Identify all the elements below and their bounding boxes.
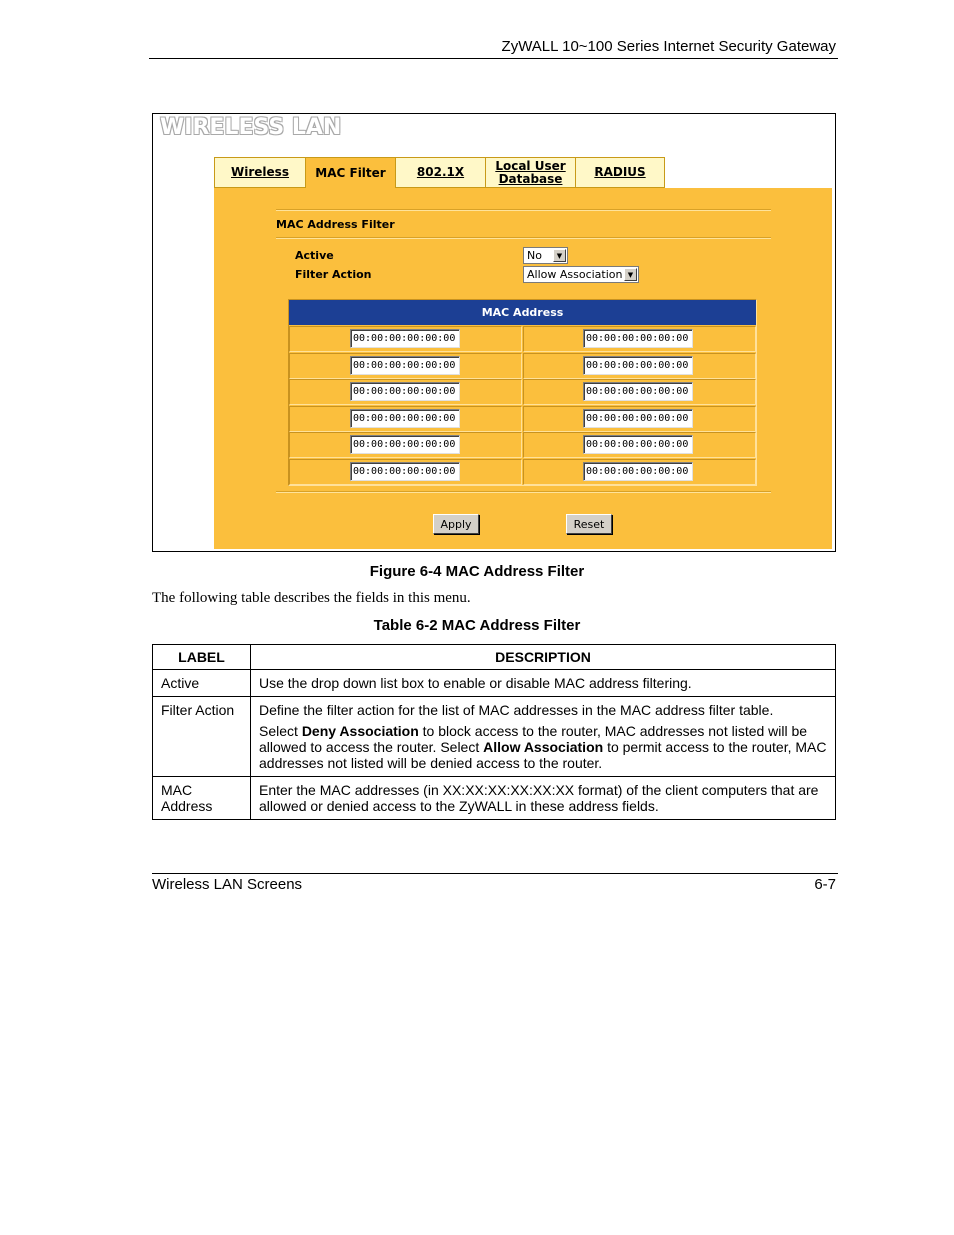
- chevron-down-icon: ▼: [624, 268, 637, 281]
- row-description-line: [259, 723, 827, 771]
- mac-address-input[interactable]: 00:00:00:00:00:00: [350, 462, 460, 481]
- text-bold: Allow Association: [483, 739, 604, 755]
- header-rule: [149, 58, 838, 59]
- mac-address-input[interactable]: 00:00:00:00:00:00: [350, 435, 460, 454]
- filter-action-select[interactable]: [523, 266, 639, 283]
- text-run: to permit access to the router, MAC addresses not listed will be denied access to the router.: [259, 739, 827, 771]
- reset-button[interactable]: Reset: [566, 514, 612, 534]
- mac-address-input[interactable]: 00:00:00:00:00:00: [350, 409, 460, 428]
- active-label: Active: [295, 249, 334, 262]
- document-header-title: ZyWALL 10~100 Series Internet Security Gateway: [501, 38, 836, 55]
- column-header-label: LABEL: [153, 645, 251, 670]
- footer-section-title: Wireless LAN Screens: [152, 876, 303, 893]
- mac-address-input[interactable]: 00:00:00:00:00:00: [583, 329, 693, 348]
- chevron-down-icon: ▼: [553, 249, 566, 262]
- mac-address-input[interactable]: 00:00:00:00:00:00: [583, 435, 693, 454]
- table-header-row: [153, 645, 836, 670]
- mac-address-input[interactable]: 00:00:00:00:00:00: [350, 329, 460, 348]
- mac-address-input[interactable]: 00:00:00:00:00:00: [583, 356, 693, 375]
- table-row: [153, 777, 836, 820]
- section-divider-bottom: [276, 491, 771, 493]
- screen-title: WIRELESS LAN: [160, 115, 342, 140]
- column-header-description: DESCRIPTION: [251, 645, 836, 670]
- table-row: [153, 697, 836, 777]
- page-number: 6-7: [814, 876, 836, 893]
- row-label: Active: [153, 670, 251, 697]
- row-label-line: MAC: [161, 782, 193, 798]
- row-description: [251, 697, 836, 777]
- mac-address-input[interactable]: 00:00:00:00:00:00: [350, 356, 460, 375]
- intro-text: The following table describes the fields in this menu.: [152, 590, 471, 606]
- figure-caption: Figure 6-4 MAC Address Filter: [369, 563, 585, 580]
- row-description-line: Define the filter action for the list of MAC addresses in the MAC address filter table.: [259, 702, 774, 718]
- tab-radius[interactable]: RADIUS: [575, 157, 665, 188]
- tab-local-user-database[interactable]: Local User Database: [485, 157, 576, 188]
- table-caption: Table 6-2 MAC Address Filter: [373, 617, 581, 634]
- mac-address-input[interactable]: 00:00:00:00:00:00: [583, 409, 693, 428]
- filter-action-select-value: Allow Association: [527, 268, 623, 281]
- row-label: Filter Action: [153, 697, 251, 777]
- footer-rule: [152, 873, 838, 874]
- mac-address-input[interactable]: 00:00:00:00:00:00: [583, 462, 693, 481]
- text-bold: Deny Association: [301, 723, 419, 739]
- row-label-line: Address: [161, 798, 213, 814]
- tab-mac-filter[interactable]: MAC Filter: [305, 157, 396, 189]
- text-run: Select: [259, 723, 302, 739]
- table-row: [153, 670, 836, 697]
- row-description: Use the drop down list box to enable or disable MAC address filtering.: [251, 670, 836, 697]
- mac-table-header: MAC Address: [289, 300, 756, 325]
- row-description: Enter the MAC addresses (in XX:XX:XX:XX:XX:XX format) of the client computers that are allowed or denied access to the ZyWALL in these address fields.: [251, 777, 836, 820]
- section-title: MAC Address Filter: [276, 218, 395, 231]
- apply-button[interactable]: Apply: [433, 514, 479, 534]
- mac-address-input[interactable]: 00:00:00:00:00:00: [583, 382, 693, 401]
- active-select-value: No: [527, 249, 542, 262]
- active-select[interactable]: [523, 247, 568, 264]
- tab-wireless[interactable]: Wireless: [214, 157, 306, 188]
- text-run: to block access to the router, MAC addresses not listed will be allowed to access the router. Select: [259, 723, 808, 755]
- section-divider: [276, 237, 771, 239]
- row-label: [153, 777, 251, 820]
- section-divider-top: [276, 209, 771, 211]
- tab-802-1x[interactable]: 802.1X: [395, 157, 486, 188]
- description-table: [152, 644, 836, 820]
- mac-address-input[interactable]: 00:00:00:00:00:00: [350, 382, 460, 401]
- filter-action-label: Filter Action: [295, 268, 372, 281]
